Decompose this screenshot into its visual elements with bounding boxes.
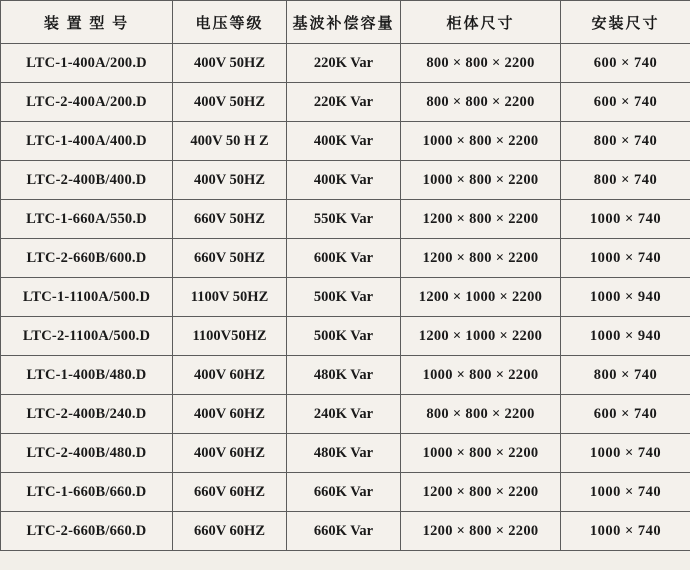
table-row (1, 278, 690, 317)
cell-capacity: 600K Var (287, 239, 401, 278)
cell-voltage: 400V 50HZ (173, 83, 287, 122)
cell-model: LTC-2-660B/600.D (1, 239, 173, 278)
cell-install-size: 1000 × 740 (561, 473, 690, 512)
column-header-model: 装 置 型 号 (1, 1, 173, 44)
cell-voltage: 660V 50HZ (173, 239, 287, 278)
cell-model: LTC-1-1100A/500.D (1, 278, 173, 317)
cell-model: LTC-2-400B/240.D (1, 395, 173, 434)
column-header-voltage: 电压等级 (173, 1, 287, 44)
cell-voltage: 1100V50HZ (173, 317, 287, 356)
cell-voltage: 1100V 50HZ (173, 278, 287, 317)
cell-install-size: 600 × 740 (561, 83, 690, 122)
cell-model: LTC-1-660A/550.D (1, 200, 173, 239)
cell-cabinet-size: 1200 × 800 × 2200 (401, 239, 561, 278)
cell-install-size: 1000 × 940 (561, 278, 690, 317)
cell-capacity: 500K Var (287, 317, 401, 356)
cell-capacity: 660K Var (287, 512, 401, 551)
cell-capacity: 400K Var (287, 122, 401, 161)
table-row (1, 83, 690, 122)
cell-install-size: 800 × 740 (561, 161, 690, 200)
cell-install-size: 1000 × 940 (561, 317, 690, 356)
table-row (1, 122, 690, 161)
column-header-cabinet-size: 柜体尺寸 (401, 1, 561, 44)
cell-voltage: 660V 60HZ (173, 473, 287, 512)
table-header (1, 1, 690, 44)
cell-cabinet-size: 1000 × 800 × 2200 (401, 356, 561, 395)
cell-install-size: 800 × 740 (561, 356, 690, 395)
cell-voltage: 400V 60HZ (173, 356, 287, 395)
cell-install-size: 600 × 740 (561, 44, 690, 83)
cell-capacity: 500K Var (287, 278, 401, 317)
cell-cabinet-size: 1200 × 1000 × 2200 (401, 317, 561, 356)
cell-cabinet-size: 800 × 800 × 2200 (401, 395, 561, 434)
cell-model: LTC-2-1100A/500.D (1, 317, 173, 356)
cell-cabinet-size: 800 × 800 × 2200 (401, 83, 561, 122)
cell-capacity: 550K Var (287, 200, 401, 239)
cell-cabinet-size: 1200 × 800 × 2200 (401, 512, 561, 551)
cell-cabinet-size: 1200 × 1000 × 2200 (401, 278, 561, 317)
cell-cabinet-size: 1200 × 800 × 2200 (401, 473, 561, 512)
column-header-install-size: 安装尺寸 (561, 1, 690, 44)
cell-voltage: 400V 50 H Z (173, 122, 287, 161)
cell-voltage: 660V 50HZ (173, 200, 287, 239)
cell-model: LTC-1-660B/660.D (1, 473, 173, 512)
cell-install-size: 1000 × 740 (561, 239, 690, 278)
cell-install-size: 800 × 740 (561, 122, 690, 161)
cell-model: LTC-1-400B/480.D (1, 356, 173, 395)
cell-voltage: 400V 50HZ (173, 44, 287, 83)
cell-install-size: 1000 × 740 (561, 434, 690, 473)
column-header-capacity: 基波补偿容量 (287, 1, 401, 44)
cell-cabinet-size: 1200 × 800 × 2200 (401, 200, 561, 239)
table-row (1, 356, 690, 395)
cell-capacity: 660K Var (287, 473, 401, 512)
cell-capacity: 220K Var (287, 83, 401, 122)
table-row (1, 395, 690, 434)
cell-voltage: 400V 60HZ (173, 395, 287, 434)
table-row (1, 512, 690, 551)
table-row (1, 161, 690, 200)
cell-capacity: 240K Var (287, 395, 401, 434)
cell-model: LTC-2-400B/480.D (1, 434, 173, 473)
table-row (1, 473, 690, 512)
cell-voltage: 400V 60HZ (173, 434, 287, 473)
table-body (1, 44, 690, 551)
cell-model: LTC-1-400A/400.D (1, 122, 173, 161)
cell-install-size: 1000 × 740 (561, 200, 690, 239)
cell-cabinet-size: 1000 × 800 × 2200 (401, 122, 561, 161)
table-header-row (1, 1, 690, 44)
cell-model: LTC-1-400A/200.D (1, 44, 173, 83)
cell-cabinet-size: 800 × 800 × 2200 (401, 44, 561, 83)
table-row (1, 434, 690, 473)
cell-model: LTC-2-660B/660.D (1, 512, 173, 551)
table-row (1, 44, 690, 83)
cell-capacity: 400K Var (287, 161, 401, 200)
cell-capacity: 220K Var (287, 44, 401, 83)
cell-cabinet-size: 1000 × 800 × 2200 (401, 161, 561, 200)
cell-model: LTC-2-400A/200.D (1, 83, 173, 122)
cell-voltage: 660V 60HZ (173, 512, 287, 551)
cell-install-size: 600 × 740 (561, 395, 690, 434)
table-row (1, 317, 690, 356)
cell-install-size: 1000 × 740 (561, 512, 690, 551)
cell-capacity: 480K Var (287, 356, 401, 395)
table-row (1, 200, 690, 239)
cell-capacity: 480K Var (287, 434, 401, 473)
cell-voltage: 400V 50HZ (173, 161, 287, 200)
cell-model: LTC-2-400B/400.D (1, 161, 173, 200)
cell-cabinet-size: 1000 × 800 × 2200 (401, 434, 561, 473)
table-row (1, 239, 690, 278)
